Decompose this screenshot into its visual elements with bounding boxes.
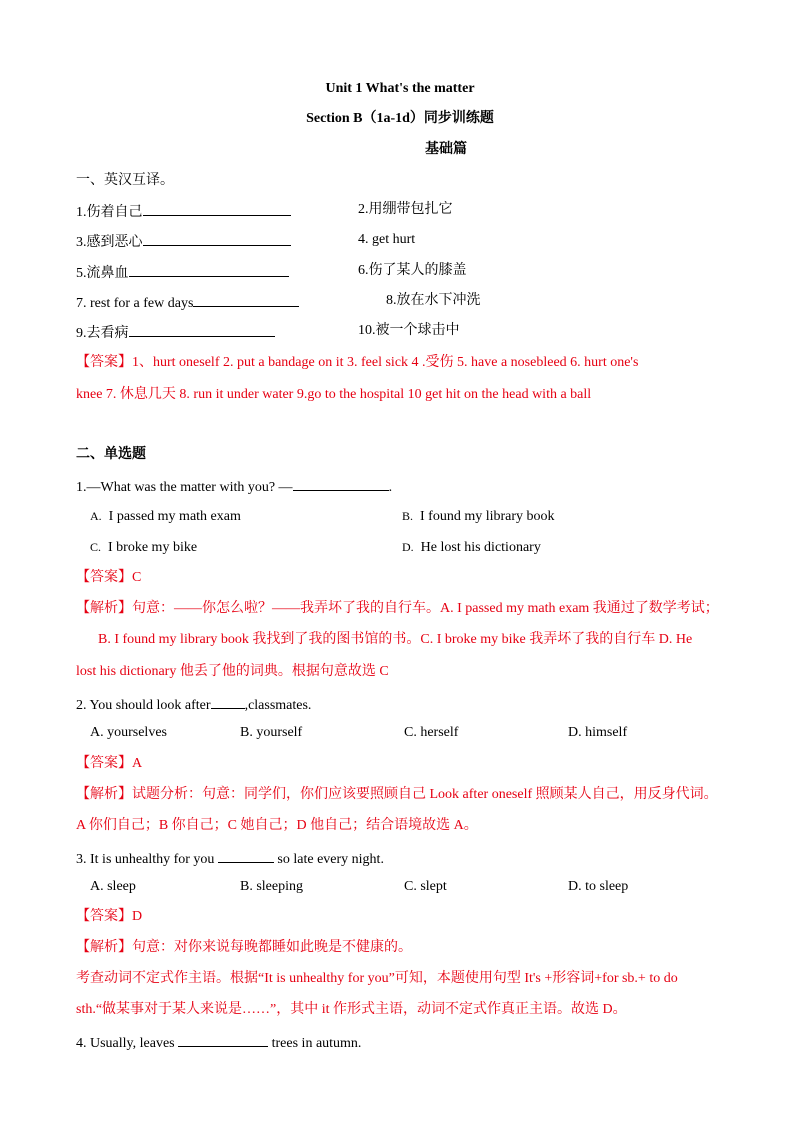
stem-period: . bbox=[388, 480, 393, 495]
q2-explanation-1: 【解析】试题分析：句意：同学们，你们应该要照顾自己 Look after oneself 照顾某人自己，用反身代词。 bbox=[76, 787, 718, 802]
q1-answer: 【答案】C bbox=[76, 570, 142, 585]
unit-title: Unit 1 What's the matter bbox=[325, 81, 475, 96]
option-text: I broke my bike bbox=[108, 540, 198, 555]
q1-explanation-1: 【解析】句意：——你怎么啦？——我弄坏了我的自行车。A. I passed my math exam 我通过了数学考试； bbox=[76, 601, 719, 616]
option-text: I found my library book bbox=[420, 509, 555, 524]
q3-explanation-3: sth.“做某事对于某人来说是……”，其中 it 作形式主语，动词不定式作真正主语。故选 D。 bbox=[76, 1002, 627, 1017]
translation-item-7 bbox=[76, 292, 299, 313]
stem-text: 2. You should look after bbox=[76, 698, 211, 713]
q3-option-b: B. sleeping bbox=[240, 879, 303, 894]
translation-item-10: 10.被一个球击中 bbox=[358, 323, 460, 338]
translation-item-2: 2.用绷带包扎它 bbox=[358, 202, 453, 217]
section-title: Section B（1a-1d）同步训练题 bbox=[306, 111, 494, 126]
q2-option-a: A. yourselves bbox=[90, 725, 167, 740]
answer-blank bbox=[293, 476, 389, 491]
translation-item-9 bbox=[76, 322, 275, 343]
stem-text-end: trees in autumn. bbox=[271, 1036, 362, 1051]
q2-answer: 【答案】A bbox=[76, 756, 143, 771]
option-text: He lost his dictionary bbox=[420, 540, 541, 555]
answer-blank bbox=[129, 262, 289, 277]
answer-blank bbox=[218, 848, 274, 863]
answer-blank bbox=[211, 694, 245, 709]
q1-explanation-3: lost his dictionary 他丢了他的词典。根据句意故选 C bbox=[76, 664, 389, 679]
answer-blank bbox=[129, 322, 275, 337]
stem-text-end: ,classmates. bbox=[244, 698, 312, 713]
option-label: B. bbox=[402, 509, 414, 523]
q1-option-a bbox=[90, 507, 241, 526]
translation-item-3 bbox=[76, 231, 291, 252]
stem-text: 1.—What was the matter with you? — bbox=[76, 480, 293, 495]
question-3-stem bbox=[76, 848, 384, 869]
q3-option-a: A. sleep bbox=[90, 879, 136, 894]
answer-blank bbox=[143, 201, 291, 216]
level-title: 基础篇 bbox=[425, 142, 467, 157]
q2-option-c: C. herself bbox=[404, 725, 459, 740]
q3-explanation-2: 考查动词不定式作主语。根据“It is unhealthy for you”可知，本题使用句型 It's +形容词+for sb.+ to do bbox=[76, 971, 678, 986]
question-1-stem bbox=[76, 476, 392, 497]
q1-explanation-2: B. I found my library book 我找到了我的图书馆的书。C. I broke my bike 我弄坏了我的自行车 D. He bbox=[98, 632, 693, 647]
translation-item-5 bbox=[76, 262, 289, 283]
translation-item-6: 6.伤了某人的膝盖 bbox=[358, 263, 467, 278]
q3-answer: 【答案】D bbox=[76, 909, 143, 924]
translation-item-4: 4. get hurt bbox=[358, 232, 416, 247]
q1-option-b bbox=[402, 507, 555, 526]
q1-option-d bbox=[402, 538, 541, 557]
option-label: D. bbox=[402, 540, 414, 554]
answer-blank bbox=[193, 292, 299, 307]
translation-item-1 bbox=[76, 201, 291, 222]
question-2-stem bbox=[76, 694, 311, 715]
item-text: 5.流鼻血 bbox=[76, 266, 129, 281]
translation-item-8: 8.放在水下冲洗 bbox=[386, 293, 481, 308]
question-4-stem bbox=[76, 1032, 361, 1053]
q2-option-d: D. himself bbox=[568, 725, 628, 740]
q3-option-c: C. slept bbox=[404, 879, 447, 894]
part1-answer-line-1: 【答案】1、hurt oneself 2. put a bandage on it 3. feel sick 4 .受伤 5. have a nosebleed 6. hurt one's bbox=[76, 355, 639, 370]
stem-text-end: so late every night. bbox=[277, 852, 384, 867]
item-text: 9.去看病 bbox=[76, 326, 129, 341]
part1-heading: 一、英汉互译。 bbox=[76, 173, 174, 188]
q2-option-b: B. yourself bbox=[240, 725, 303, 740]
q3-explanation-1: 【解析】句意：对你来说每晚都睡如此晚是不健康的。 bbox=[76, 940, 412, 955]
stem-text: 4. Usually, leaves bbox=[76, 1036, 175, 1051]
part1-answer-line-2: knee 7. 休息几天 8. run it under water 9.go to the hospital 10 get hit on the head with a ball bbox=[76, 387, 592, 402]
option-label: A. bbox=[90, 509, 102, 523]
option-label: C. bbox=[90, 540, 102, 554]
option-text: I passed my math exam bbox=[108, 509, 241, 524]
stem-text: 3. It is unhealthy for you bbox=[76, 852, 215, 867]
q1-option-c bbox=[90, 538, 197, 557]
q2-explanation-2: A 你们自己；B 你自己；C 她自己；D 他自己；结合语境故选 A。 bbox=[76, 818, 478, 833]
part2-heading: 二、单选题 bbox=[76, 447, 146, 462]
answer-blank bbox=[178, 1032, 268, 1047]
item-text: 3.感到恶心 bbox=[76, 235, 143, 250]
item-text: 1.伤着自己 bbox=[76, 205, 143, 220]
answer-blank bbox=[143, 231, 291, 246]
q3-option-d: D. to sleep bbox=[568, 879, 629, 894]
item-text: 7. rest for a few days bbox=[76, 296, 194, 311]
